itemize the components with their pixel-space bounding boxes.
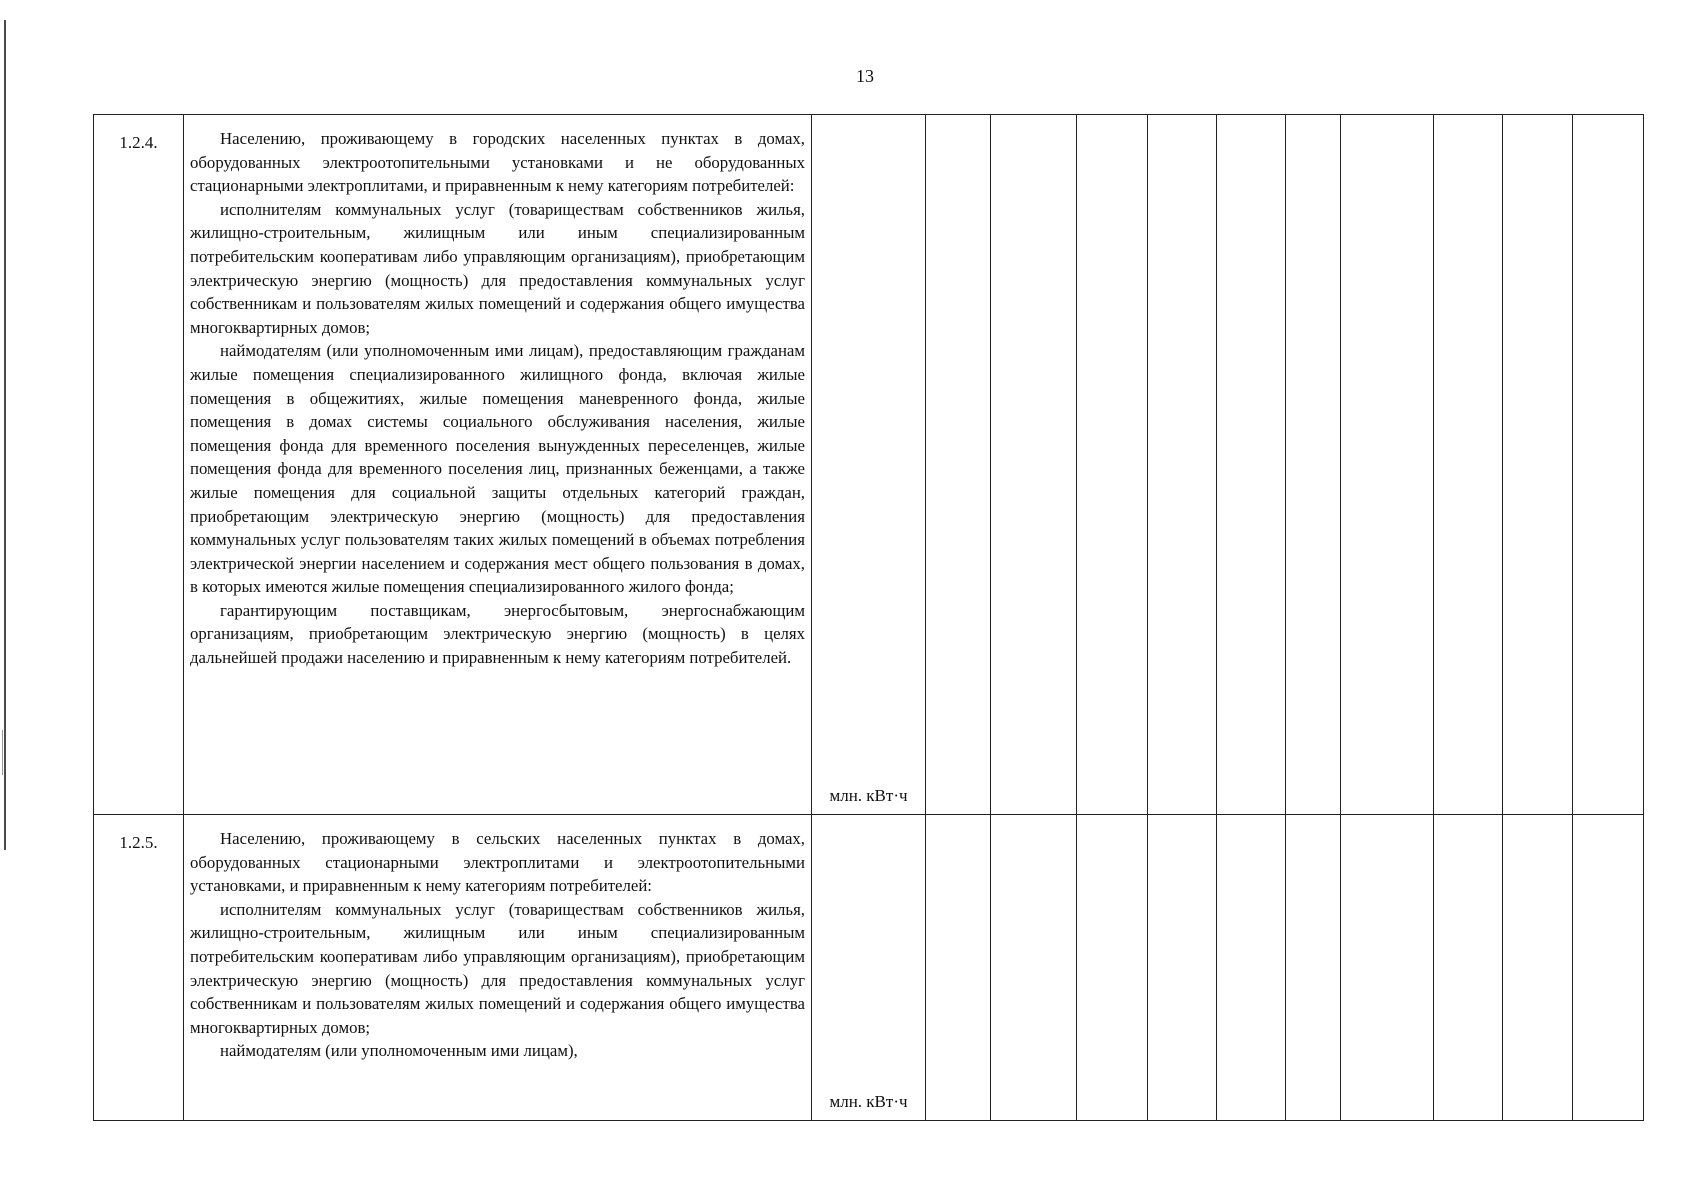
value-cell: [926, 815, 991, 1121]
value-cell: [1503, 115, 1573, 815]
row-number: 1.2.4.: [94, 115, 184, 815]
paragraph: наймодателям (или уполномоченным ими лицам),: [220, 1041, 578, 1061]
paragraph: Населению, проживающему в сельских населенных пунктах в домах, оборудованных стационарными электроплитами и электроотопительными установками, и приравненным к нему категориям потребителей:: [190, 829, 805, 896]
value-cell: [1077, 115, 1148, 815]
tariff-table: [93, 114, 1644, 1121]
value-cell: [1341, 115, 1434, 815]
row-description: [184, 115, 812, 815]
table-row: [94, 815, 1644, 1121]
value-cell: [1148, 815, 1217, 1121]
paragraph: исполнителям коммунальных услуг (товариществам собственников жилья, жилищно-строительным, жилищным или иным специализированным потребительским кооперативам либо управляющим организациям), приобретающим электрическую энергию (мощность) для предоставления коммунальных услуг собственникам и пользователям жилых помещений и содержания общего имущества многоквартирных домов;: [190, 199, 805, 337]
paragraph: наймодателям (или уполномоченным ими лицам), предоставляющим гражданам жилые помещения специализированного жилищного фонда, включая жилые помещения в общежитиях, жилые помещения маневренного фонда, жилые помещения в домах системы социального обслуживания населения, жилые помещения фонда для временного поселения вынужденных переселенцев, жилые помещения фонда для временного поселения лиц, признанных беженцами, а также жилые помещения для социальной защиты отдельных категорий граждан, приобретающим электрическую энергию (мощность) для предоставления коммунальных услуг пользователям таких жилых помещений в объемах потребления электрической энергии населением и содержания мест общего пользования в домах, в которых имеются жилые помещения специализированного жилого фонда;: [190, 341, 805, 597]
unit-cell: млн. кВт·ч: [812, 815, 926, 1121]
value-cell: [1217, 815, 1286, 1121]
paragraph: гарантирующим поставщикам, энергосбытовым, энергоснабжающим организациям, приобретающим электрическую энергию (мощность) в целях дальнейшей продажи населению и приравненным к нему категориям потребителей.: [190, 600, 805, 668]
value-cell: [1341, 815, 1434, 1121]
scan-edge-line: [4, 20, 6, 850]
value-cell: [1434, 815, 1503, 1121]
value-cell: [1077, 815, 1148, 1121]
value-cell: [926, 115, 991, 815]
value-cell: [1573, 115, 1644, 815]
paragraph: исполнителям коммунальных услуг (товариществам собственников жилья, жилищно-строительным, жилищным или иным специализированным потребительским кооперативам либо управляющим организациям), приобретающим электрическую энергию (мощность) для предоставления коммунальных услуг собственникам и пользователям жилых помещений и содержания общего имущества многоквартирных домов;: [190, 899, 805, 1037]
page-number: 13: [856, 66, 874, 86]
paragraph: Населению, проживающему в городских населенных пунктах в домах, оборудованных электроотопительными установками и не оборудованных стационарными электроплитами, и приравненным к нему категориям потребителей:: [190, 129, 805, 196]
scan-edge-mark: [2, 730, 3, 775]
value-cell: [991, 115, 1077, 815]
row-description: [184, 815, 812, 1121]
value-cell: [1573, 815, 1644, 1121]
value-cell: [1286, 115, 1341, 815]
value-cell: [1286, 815, 1341, 1121]
table-row: [94, 115, 1644, 815]
value-cell: [1503, 815, 1573, 1121]
row-number: 1.2.5.: [94, 815, 184, 1121]
unit-cell: млн. кВт·ч: [812, 115, 926, 815]
value-cell: [1434, 115, 1503, 815]
value-cell: [991, 815, 1077, 1121]
value-cell: [1217, 115, 1286, 815]
value-cell: [1148, 115, 1217, 815]
